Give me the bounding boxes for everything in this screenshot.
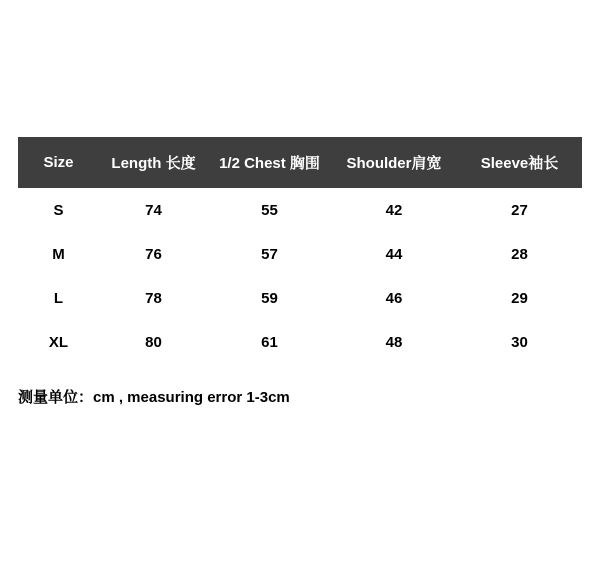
table-row-m [18, 232, 582, 276]
cell-length: 76 [145, 245, 162, 263]
cell-length: 74 [145, 201, 162, 219]
table-row-l [18, 276, 582, 320]
cell-size: L [53, 289, 64, 307]
measurement-note: 测量单位：cm , measuring error 1-3cm [18, 389, 290, 406]
cell-sleeve: 30 [511, 333, 528, 351]
column-header-shoulder: Shoulder肩宽 [346, 155, 442, 172]
column-header-length: Length 长度 [111, 155, 196, 172]
column-header-size: Size [43, 154, 74, 171]
column-header-sleeve: Sleeve袖长 [480, 155, 559, 172]
cell-size: S [53, 201, 64, 219]
cell-chest: 55 [261, 201, 278, 219]
cell-length: 80 [145, 333, 162, 351]
cell-sleeve: 29 [511, 289, 528, 307]
cell-shoulder: 44 [385, 245, 403, 263]
table-row-s [18, 188, 582, 232]
cell-length: 78 [145, 289, 162, 307]
cell-chest: 57 [261, 245, 278, 263]
size-chart-header-row [18, 137, 582, 188]
table-row-xl [18, 320, 582, 364]
column-header-chest: 1/2 Chest 胸围 [219, 155, 320, 172]
cell-shoulder: 48 [385, 333, 403, 351]
cell-size: M [52, 245, 65, 263]
cell-size: XL [48, 333, 69, 351]
cell-sleeve: 28 [511, 245, 528, 263]
cell-chest: 59 [261, 289, 278, 307]
cell-shoulder: 42 [385, 201, 403, 219]
cell-shoulder: 46 [385, 289, 403, 307]
cell-chest: 61 [261, 333, 278, 351]
cell-sleeve: 27 [511, 201, 528, 219]
size-chart-table [18, 137, 582, 364]
